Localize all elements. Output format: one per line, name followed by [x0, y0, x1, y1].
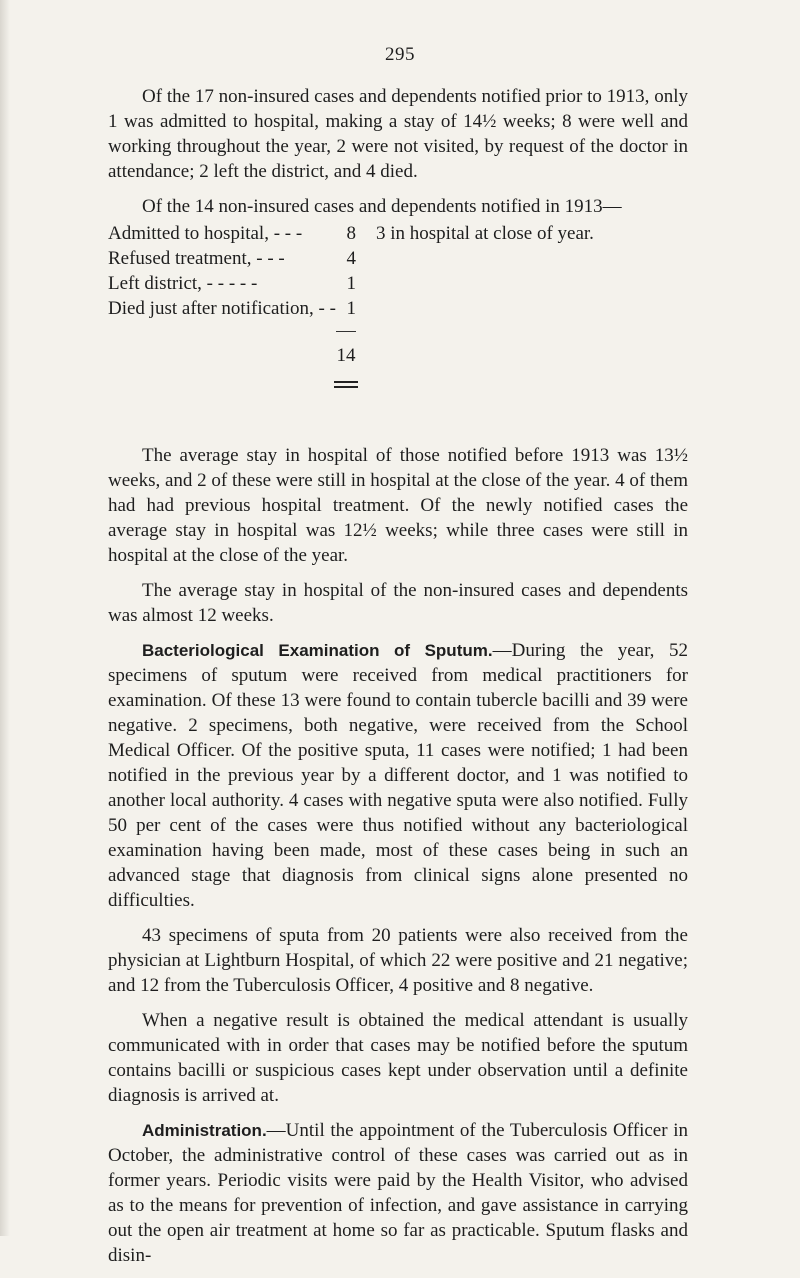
tally-value: 1	[346, 298, 356, 319]
page-body	[108, 84, 688, 1278]
page-binding-shadow	[0, 0, 10, 1236]
paragraph-text: —During the year, 52 specimens of sputum were received from medical practitioners for examination. Of these 13 were found to contain tubercle bacilli and 39 were negative. 2 specimens, both negative, were received from the School Medical Officer. Of the positive sputa, 11 cases were notified; 1 had been notified in the previous year by a different doctor, and 1 was notified to another local authority. 4 cases with negative sputa were also notified. Fully 50 per cent of the cases were thus notified without any bacteriological examination having been made, most of these cases being in such an advanced stage that diagnosis from clinical signs alone presented no difficulties.	[108, 640, 688, 911]
tally-row-left-district	[108, 271, 688, 295]
section-heading-bacteriological: Bacteriological Examination of Sputum.	[142, 641, 493, 660]
tally-value: 4	[346, 248, 356, 269]
total-rule	[336, 331, 356, 332]
paragraph-lightburn-specimens: 43 specimens of sputa from 20 patients were also received from the physician at Lightburn Hospital, of which 22 were positive and 21 negative; and 12 from the Tuberculosis Officer, 4 positive and 8 negative.	[108, 925, 688, 996]
tally-total: 14	[336, 345, 356, 366]
paragraph-non-insured-stay: The average stay in hospital of the non-insured cases and dependents was almost 12 weeks.	[108, 580, 688, 626]
tally-row-admitted	[108, 221, 688, 245]
tally-note: 3 in hospital at close of year.	[376, 223, 594, 244]
paragraph-average-stay: The average stay in hospital of those notified before 1913 was 13½ weeks, and 2 of these were still in hospital at the close of the year. 4 of them had had previous hospital treatment. Of the newly notified cases the average stay in hospital was 12½ weeks; while three cases were still in hospital at the close of the year.	[108, 445, 688, 566]
paragraph-negative-result: When a negative result is obtained the medical attendant is usually communicated with in order that cases may be notified before the sputum contains bacilli or suspicious cases kept under observation until a definite diagnosis is arrived at.	[108, 1010, 688, 1106]
tally-label: Admitted to hospital, - - -	[108, 223, 303, 244]
tally-value: 8	[346, 223, 356, 244]
tally-row-refused	[108, 246, 688, 270]
tally-label: Left district, - - - - -	[108, 273, 258, 294]
tally-row-died	[108, 296, 688, 320]
tally-label: Refused treatment, - - -	[108, 248, 285, 269]
section-heading-administration: Administration.	[142, 1121, 267, 1140]
double-rule	[334, 381, 358, 388]
paragraph-notified-1913-intro: Of the 14 non-insured cases and dependents notified in 1913—	[142, 196, 622, 217]
paragraph-bacteriological	[108, 638, 688, 913]
paragraph-administration	[108, 1118, 688, 1268]
page-number: 295	[385, 44, 415, 65]
tally-value: 1	[346, 273, 356, 294]
tally-label: Died just after notification, - -	[108, 298, 336, 319]
tally-table	[108, 221, 688, 433]
paragraph-text: —Until the appointment of the Tuberculosis Officer in October, the administrative control of these cases was carried out as in former years. Periodic visits were paid by the Health Visitor, who advised as to the means for prevention of infection, and gave assistance in carrying out the open air treatment at home so far as practicable. Sputum flasks and disin-	[108, 1120, 688, 1266]
paragraph-prior-1913: Of the 17 non-insured cases and dependents notified prior to 1913, only 1 was admitted to hospital, making a stay of 14½ weeks; 8 were well and working throughout the year, 2 were not visited, by request of the doctor in attendance; 2 left the district, and 4 died.	[108, 86, 688, 182]
